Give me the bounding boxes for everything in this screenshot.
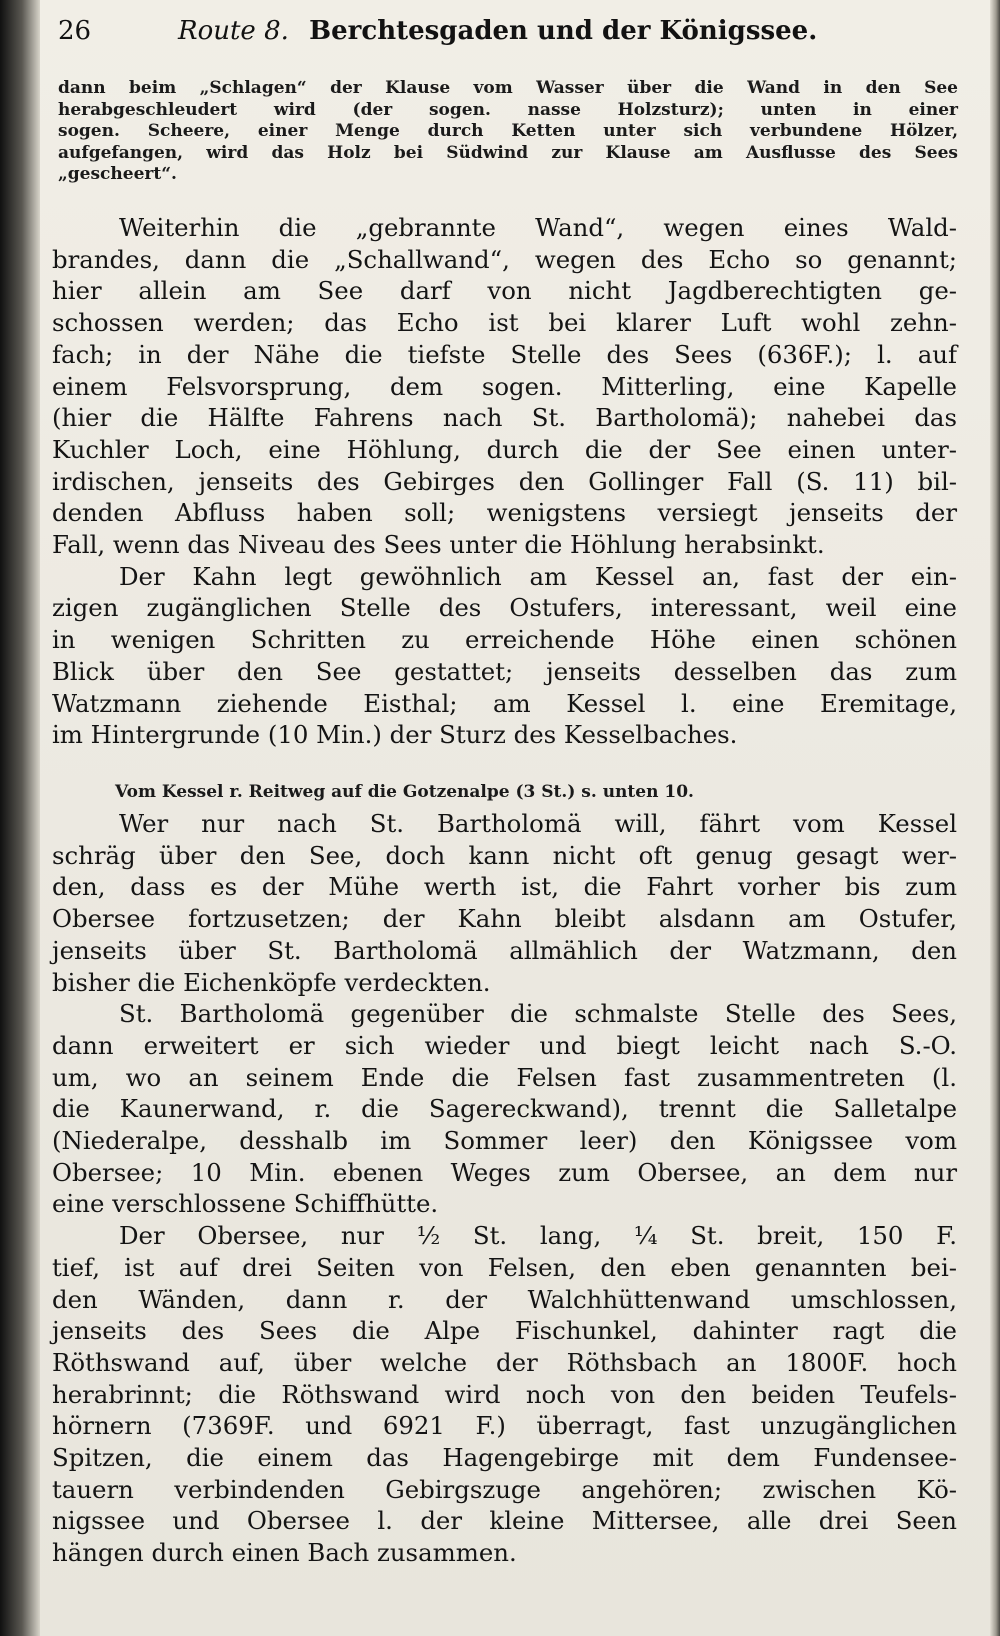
text-line: jenseits des Sees die Alpe Fischunkel, dahinter ragt die [52, 1316, 957, 1346]
paragraph [52, 212, 957, 561]
text-line: jenseits über St. Bartholomä allmählich der Watzmann, den [52, 935, 957, 965]
text-line: dann beim „Schlagen“ der Klause vom Wasser über die Wand in den See [58, 78, 958, 98]
chapter-title: Berchtesgaden und der Königssee. [309, 16, 818, 46]
text-line: Vom Kessel r. Reitweg auf die Gotzenalpe (3 St.) s. unten 10. [115, 782, 694, 802]
text-line: hörnern (7369F. und 6921 F.) überragt, fast unzugänglichen [52, 1411, 957, 1441]
text-line: die Kaunerwand, r. die Sagereckwand), trennt die Salletalpe [52, 1094, 957, 1124]
text-line: Fall, wenn das Niveau des Sees unter die Höhlung herabsinkt. [52, 530, 825, 560]
text-line: den, dass es der Mühe werth ist, die Fahrt vorher bis zum [52, 872, 957, 902]
text-line: nigssee und Obersee l. der kleine Mittersee, alle drei Seen [52, 1506, 957, 1536]
text-line: Obersee; 10 Min. ebenen Weges zum Obersee, an dem nur [52, 1157, 957, 1187]
text-line: schräg über den See, doch kann nicht oft genug gesagt wer- [52, 840, 957, 870]
text-line: tief, ist auf drei Seiten von Felsen, den eben genannten bei- [52, 1252, 957, 1282]
page-number: 26 [58, 16, 92, 46]
text-line: „gescheert“. [58, 164, 177, 184]
text-line: Blick über den See gestattet; jenseits desselben das zum [52, 656, 957, 686]
text-line: denden Abfluss haben soll; wenigstens versiegt jenseits der [52, 498, 957, 528]
text-line: irdischen, jenseits des Gebirges den Gollinger Fall (S. 11) bil- [52, 466, 957, 496]
paragraph [52, 998, 957, 1220]
text-line: Weiterhin die „gebrannte Wand“, wegen eines Wald- [119, 213, 957, 242]
paragraph [52, 1220, 957, 1569]
text-line: bisher die Eichenköpfe verdeckten. [52, 967, 491, 997]
page-right-shadow [990, 0, 1000, 1636]
paragraph [52, 561, 957, 751]
text-line: den Wänden, dann r. der Walchhüttenwand umschlossen, [52, 1284, 957, 1314]
body-text-lower [52, 808, 957, 1569]
route-label: Route 8. [178, 16, 289, 46]
text-line: dann erweitert er sich wieder und biegt leicht nach S.-O. [52, 1030, 957, 1060]
small-print-block [58, 78, 958, 186]
text-line: Spitzen, die einem das Hagengebirge mit dem Fundensee- [52, 1443, 957, 1473]
body-text-upper [52, 212, 957, 751]
paragraph [52, 808, 957, 998]
text-line: um, wo an seinem Ende die Felsen fast zusammentreten (l. [52, 1062, 957, 1092]
text-line: sogen. Scheere, einer Menge durch Ketten unter sich verbundene Hölzer, [58, 121, 958, 141]
text-line: hängen durch einen Bach zusammen. [52, 1538, 517, 1568]
text-line: eine verschlossene Schiffhütte. [52, 1189, 439, 1219]
text-line: herabgeschleudert wird (der sogen. nasse Holzsturz); unten in einer [58, 99, 958, 120]
text-line: (hier die Hälfte Fahrens nach St. Bartholomä); nahebei das [52, 403, 957, 433]
text-line: Röthswand auf, über welche der Röthsbach an 1800F. hoch [52, 1347, 957, 1377]
text-line: St. Bartholomä gegenüber die schmalste Stelle des Sees, [119, 999, 957, 1029]
text-line: zigen zugänglichen Stelle des Ostufers, interessant, weil eine [52, 593, 957, 623]
text-line: in wenigen Schritten zu erreichende Höhe einen schönen [52, 625, 957, 655]
text-line: hier allein am See darf von nicht Jagdberechtigten ge- [52, 276, 957, 306]
page-header [58, 16, 938, 66]
text-line: Watzmann ziehende Eisthal; am Kessel l. eine Eremitage, [52, 688, 957, 718]
text-line: Der Obersee, nur ½ St. lang, ¼ St. breit, 150 F. [119, 1221, 957, 1251]
text-line: Kuchler Loch, eine Höhlung, durch die der See einen unter- [52, 434, 957, 464]
text-line: schossen werden; das Echo ist bei klarer Luft wohl zehn- [52, 308, 957, 338]
text-line: Wer nur nach St. Bartholomä will, fährt vom Kessel [119, 809, 957, 838]
page-left-shadow [0, 0, 40, 1636]
text-line: fach; in der Nähe die tiefste Stelle des Sees (636F.); l. auf [52, 339, 957, 369]
text-line: einem Felsvorsprung, dem sogen. Mitterling, eine Kapelle [52, 371, 957, 401]
text-line: Der Kahn legt gewöhnlich am Kessel an, fast der ein- [119, 561, 957, 591]
text-line: (Niederalpe, desshalb im Sommer leer) den Königssee vom [52, 1126, 957, 1156]
running-head [178, 16, 817, 46]
text-line: brandes, dann die „Schallwand“, wegen des Echo so genannt; [52, 244, 957, 274]
text-line: tauern verbindenden Gebirgszuge angehören; zwischen Kö- [52, 1474, 957, 1504]
text-line: Obersee fortzusetzen; der Kahn bleibt alsdann am Ostufer, [52, 904, 957, 934]
text-line: im Hintergrunde (10 Min.) der Sturz des Kesselbaches. [52, 720, 738, 750]
small-print-note [115, 782, 915, 804]
text-line: herabrinnt; die Röthswand wird noch von den beiden Teufels- [52, 1379, 957, 1409]
text-line: aufgefangen, wird das Holz bei Südwind zur Klause am Ausflusse des Sees [58, 142, 958, 163]
